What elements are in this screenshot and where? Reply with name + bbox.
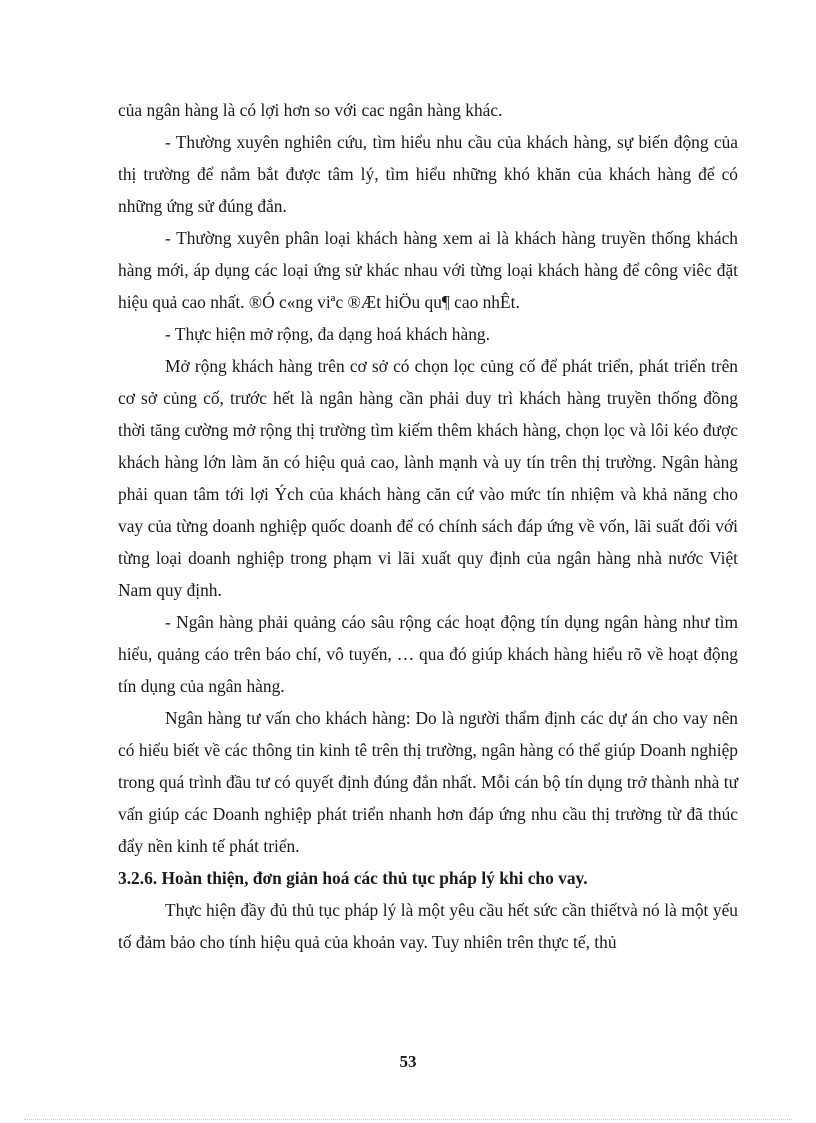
page-border bbox=[24, 1119, 792, 1120]
paragraph: - Thường xuyên nghiên cứu, tìm hiểu nhu cầu của khách hàng, sự biến động của thị trường để nắm bắt được tâm lý, tìm hiểu những khó khăn của khách hàng để có những ứng sử đúng đắn. bbox=[118, 132, 738, 216]
paragraph: Mở rộng khách hàng trên cơ sở có chọn lọc củng cố để phát triển, phát triển trên cơ sở củng cố, trước hết là ngân hàng cần phải duy trì khách hàng truyền thống đồng thời tăng cường mở rộng thị trường tìm kiếm thêm khách hàng, chọn lọc và lôi kéo được khách hàng lớn làm ăn có hiệu quả cao, lành mạnh và uy tín trên thị trường. Ngân hàng phải quan tâm tới lợi Ých của khách hàng căn cứ vào mức tín nhiệm và khả năng cho vay của từng doanh nghiệp quốc doanh để có chính sách đáp ứng về vốn, lãi suất đối với từng loại doanh nghiệp trong phạm vi lãi xuất quy định của ngân hàng nhà nước Việt Nam quy định. bbox=[118, 356, 738, 600]
paragraph: - Thực hiện mở rộng, đa dạng hoá khách hàng. bbox=[165, 324, 490, 344]
paragraph: của ngân hàng là có lợi hơn so với cac ngân hàng khác. bbox=[118, 100, 503, 120]
body-text bbox=[118, 94, 738, 958]
paragraph: - Ngân hàng phải quảng cáo sâu rộng các hoạt động tín dụng ngân hàng như tìm hiểu, quảng cáo trên báo chí, vô tuyến, … qua đó giúp khách hàng hiểu rõ về hoạt động tín dụng của ngân hàng. bbox=[118, 612, 738, 696]
paragraph: Thực hiện đầy đủ thủ tục pháp lý là một yêu cầu hết sức cần thiếtvà nó là một yếu tố đảm bảo cho tính hiệu quả của khoản vay. Tuy nhiên trên thực tế, thủ bbox=[118, 900, 738, 952]
paragraph: - Thường xuyên phân loại khách hàng xem ai là khách hàng truyền thống khách hàng mới, áp dụng các loại ứng sử khác nhau với từng loại khách hàng để công viêc đặt hiệu quả cao nhất. ®Ó c«ng viªc ®Æt hiÖu qu¶ cao nhÊt. bbox=[118, 228, 738, 312]
paragraph: Ngân hàng tư vấn cho khách hàng: Do là người thẩm định các dự án cho vay nên có hiểu biết về các thông tin kinh tê trên thị trường, ngân hàng có thể giúp Doanh nghiệp trong quá trình đầu tư có quyết định đúng đắn nhất. Mỗi cán bộ tín dụng trở thành nhà tư vấn giúp các Doanh nghiệp phát triển nhanh hơn đáp ứng nhu cầu thị trường từ đã thúc đẩy nền kinh tế phát triển. bbox=[118, 708, 738, 856]
page-number: 53 bbox=[399, 1052, 417, 1071]
section-heading: 3.2.6. Hoàn thiện, đơn giản hoá các thủ tục pháp lý khi cho vay. bbox=[118, 868, 588, 888]
